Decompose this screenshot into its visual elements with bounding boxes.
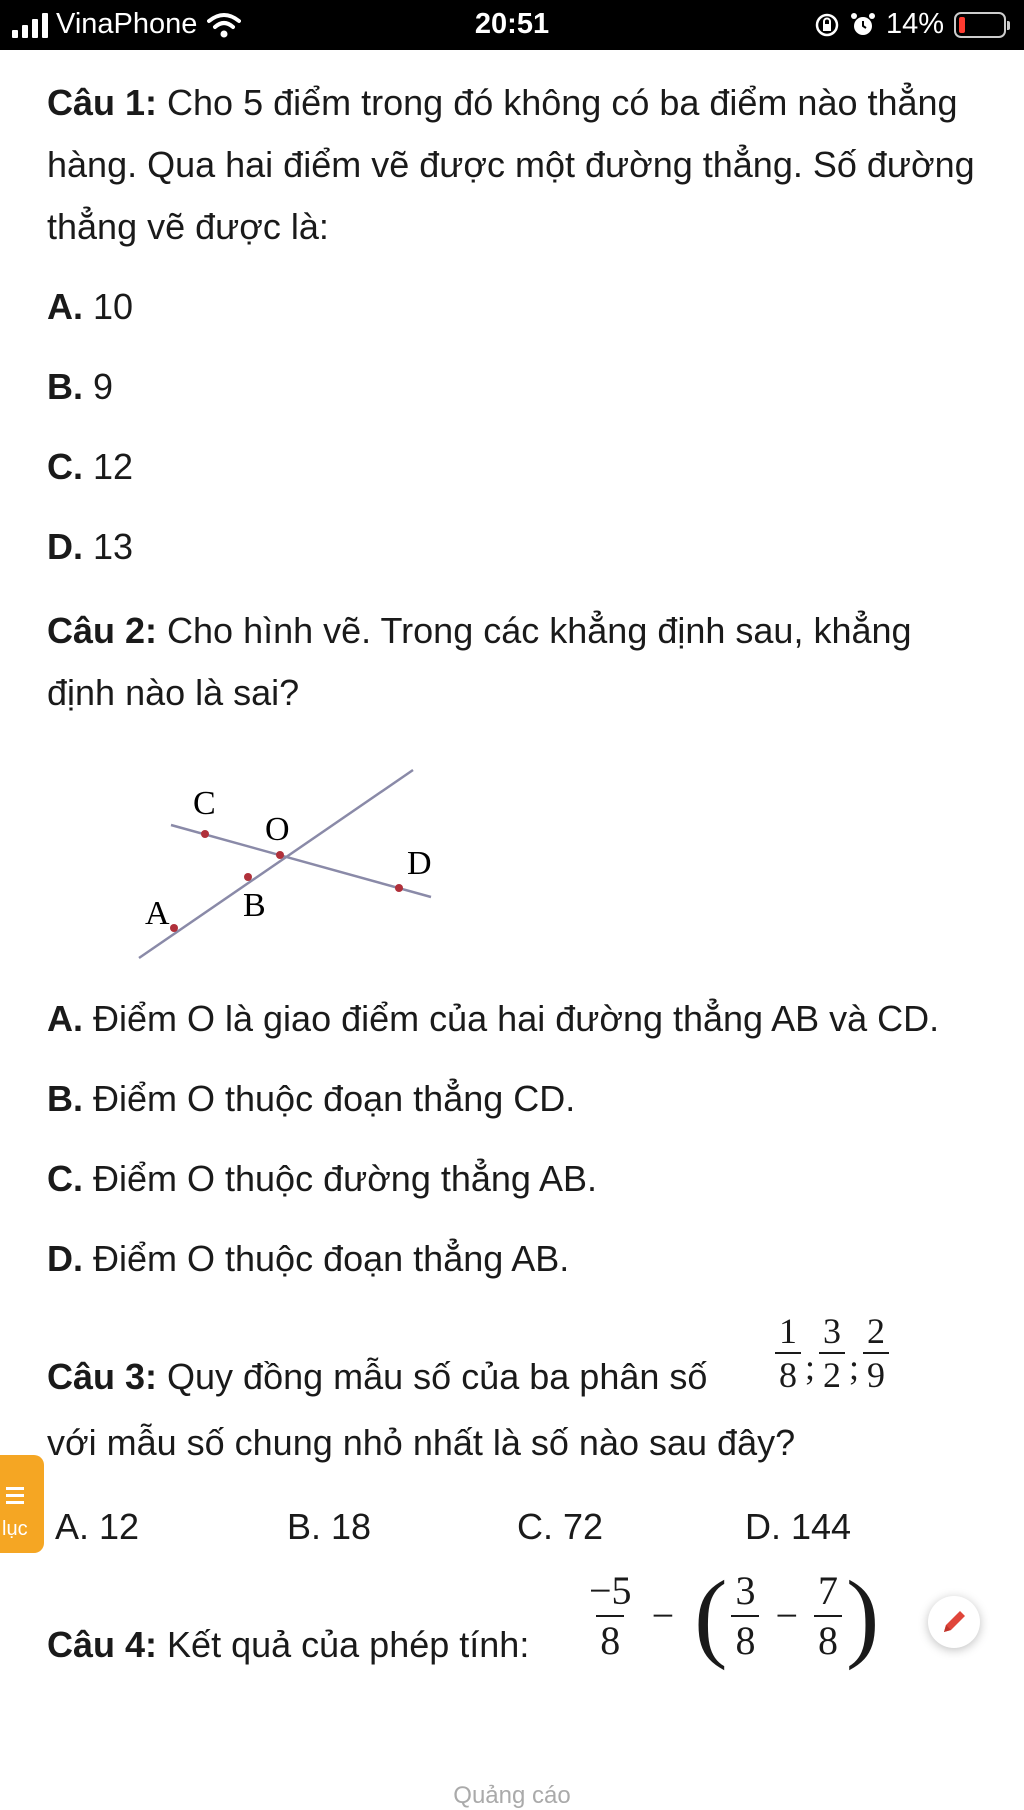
question-text: Kết quả của phép tính: [157, 1624, 530, 1665]
toc-label: lục [2, 1518, 28, 1540]
math-expression [585, 1560, 883, 1671]
label-d: D [407, 845, 432, 882]
denominator: 2 [819, 1352, 845, 1396]
rotation-lock-icon [814, 12, 840, 38]
point-d [395, 884, 403, 892]
geometry-figure [127, 742, 467, 972]
alarm-icon [850, 12, 876, 38]
numerator: 7 [818, 1568, 838, 1613]
close-paren: ) [846, 1560, 880, 1671]
question-label: Câu 1: [47, 82, 158, 123]
fraction [775, 1310, 801, 1396]
line-ab [139, 770, 413, 958]
edit-button[interactable] [928, 1596, 980, 1648]
table-of-contents-tab[interactable] [0, 1455, 44, 1553]
battery-level [959, 17, 965, 33]
point-b [244, 873, 252, 881]
option-text: 13 [83, 526, 134, 567]
option-text: Điểm O là giao điểm của hai đường thẳng AB và CD. [83, 998, 940, 1039]
option-b [47, 1068, 987, 1130]
pencil-icon [936, 1604, 972, 1640]
point-c [201, 830, 209, 838]
question-text: Quy đồng mẫu số của ba phân số [157, 1356, 708, 1397]
label-c: C [193, 785, 216, 822]
numerator: −5 [589, 1568, 632, 1613]
numerator: 3 [823, 1311, 842, 1351]
separator: ; [805, 1347, 816, 1387]
article-content [47, 72, 987, 1686]
question-1 [47, 72, 987, 258]
minus-sign: − [775, 1593, 798, 1638]
question-text-line [47, 1346, 707, 1408]
option-c [47, 436, 987, 498]
option-letter: C. [47, 446, 83, 487]
status-bar-right [814, 8, 1006, 41]
option-letter: D. [47, 1238, 83, 1279]
option-c: C. 72 [517, 1506, 604, 1547]
option-a: A. 12 [55, 1506, 140, 1547]
fraction [819, 1310, 845, 1396]
line-cd [171, 825, 431, 897]
option-text: 10 [83, 286, 134, 327]
denominator: 8 [596, 1615, 624, 1665]
question-4 [47, 1560, 987, 1686]
point-o [276, 851, 284, 859]
option-c [47, 1148, 987, 1210]
option-d [47, 1228, 987, 1290]
denominator: 8 [775, 1352, 801, 1396]
option-letter: A. [47, 998, 83, 1039]
option-letter: C. [47, 1158, 83, 1199]
option-letter: B. [47, 366, 83, 407]
option-letter: D. [47, 526, 83, 567]
numerator: 1 [779, 1311, 797, 1351]
fraction [731, 1567, 759, 1665]
question-text: Cho hình vẽ. Trong các khẳng định sau, khẳng định nào là sai? [47, 610, 912, 713]
fraction [863, 1310, 889, 1396]
fraction [585, 1567, 636, 1665]
point-a [170, 924, 178, 932]
option-text: 12 [83, 446, 134, 487]
menu-icon [6, 1487, 24, 1503]
question-2 [47, 600, 987, 724]
clock-time: 20:51 [474, 8, 550, 40]
ad-label: Quảng cáo [453, 1782, 571, 1809]
option-a [47, 276, 987, 338]
option-b [47, 356, 987, 418]
battery-icon [954, 12, 1006, 38]
question-label: Câu 2: [47, 610, 158, 651]
lines-diagram [127, 742, 467, 972]
separator: ; [849, 1347, 860, 1387]
numerator: 2 [867, 1311, 886, 1351]
option-d [47, 516, 987, 578]
fractions-list [775, 1308, 889, 1398]
denominator: 8 [814, 1615, 842, 1665]
option-text: 9 [83, 366, 114, 407]
option-text: Điểm O thuộc đoạn thẳng CD. [83, 1078, 576, 1119]
status-bar [0, 0, 1024, 50]
numerator: 3 [735, 1568, 756, 1613]
question-label: Câu 4: [47, 1624, 158, 1665]
battery-percent: 14% [885, 8, 944, 40]
question-3 [47, 1308, 987, 1412]
question-text-line [47, 1614, 529, 1676]
option-b: B. 18 [287, 1506, 372, 1547]
open-paren: ( [694, 1560, 728, 1671]
option-text: Điểm O thuộc đường thẳng AB. [83, 1158, 597, 1199]
option-text: Điểm O thuộc đoạn thẳng AB. [83, 1238, 570, 1279]
option-letter: B. [47, 1078, 83, 1119]
question-text-continued: với mẫu số chung nhỏ nhất là số nào sau đây? [47, 1422, 796, 1463]
minus-sign: − [651, 1593, 675, 1638]
option-a [47, 988, 987, 1050]
option-letter: A. [47, 286, 83, 327]
denominator: 8 [731, 1615, 759, 1665]
carrier-name: VinaPhone [56, 8, 198, 40]
question-label: Câu 3: [47, 1356, 158, 1397]
fraction [814, 1567, 842, 1665]
question-text: Cho 5 điểm trong đó không có ba điểm nào thẳng hàng. Qua hai điểm vẽ được một đường thẳng. Số đường thẳng vẽ được là: [47, 82, 975, 247]
answer-row [47, 1496, 987, 1566]
option-d: D. 144 [745, 1506, 852, 1547]
label-o: O [265, 811, 290, 848]
label-a: A [145, 895, 170, 932]
label-b: B [243, 887, 266, 924]
denominator: 9 [863, 1352, 889, 1396]
